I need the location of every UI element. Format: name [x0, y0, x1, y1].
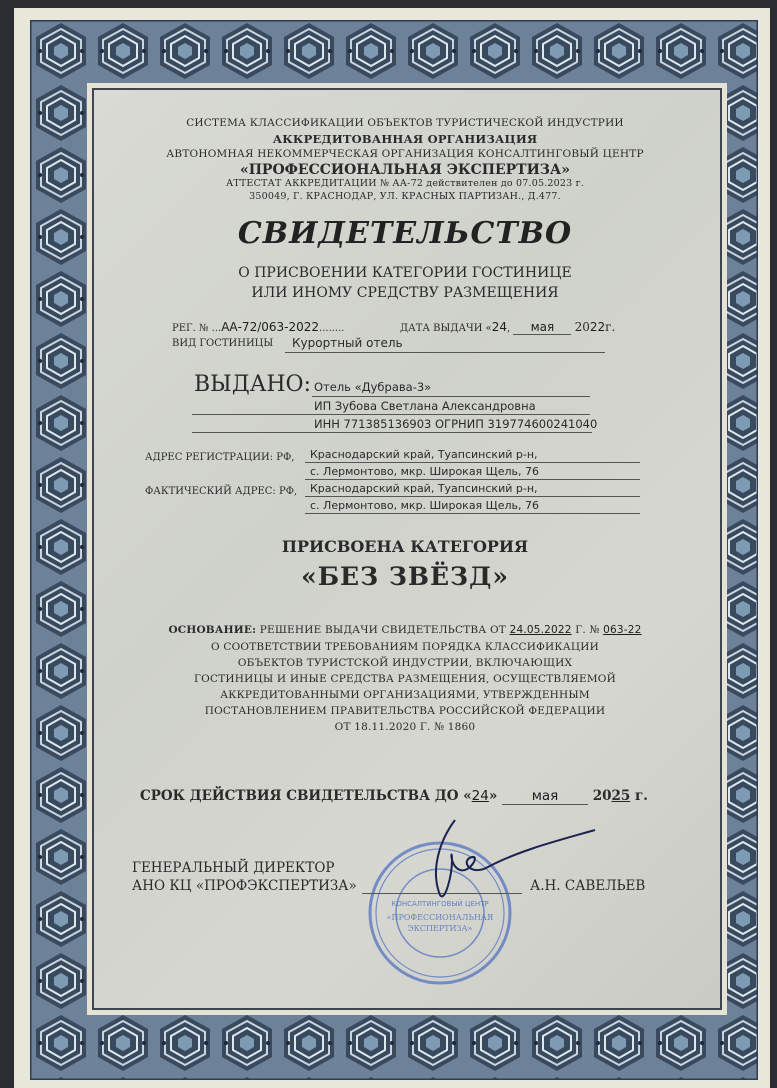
issued-to-label: ВЫДАНО:	[194, 372, 311, 397]
issue-date-year-prefix: 20	[574, 320, 590, 334]
header-attestat: АТТЕСТАТ АККРЕДИТАЦИИ № АА-72 действителен до 07.05.2023 г.	[225, 178, 585, 189]
basis-label: ОСНОВАНИЕ:	[168, 624, 257, 636]
basis-first-line	[92, 624, 718, 636]
reg-number-field	[172, 320, 344, 334]
validity-year: 25	[611, 788, 631, 804]
issue-date-field: ДАТА ВЫДАЧИ «24, мая 2022г.	[400, 320, 616, 334]
reg-number-label: РЕГ. № ...	[172, 323, 222, 334]
category-heading: ПРИСВОЕНА КАТЕГОРИЯ	[281, 537, 529, 556]
registration-address-line-2: с. Лермонтово, мкр. Широкая Щель, 76	[310, 465, 539, 478]
validity-suffix: г.	[635, 788, 648, 804]
validity-label: СРОК ДЕЙСТВИЯ СВИДЕТЕЛЬСТВА ДО «	[140, 788, 472, 804]
issued-to-line-3: ИНН 771385136903 ОГРНИП 319774600241040	[314, 417, 598, 431]
basis-number-label: Г. №	[575, 624, 600, 636]
reg-number-value: АА-72/063-2022	[221, 320, 320, 334]
basis-line: ГОСТИНИЦЫ И ИНЫЕ СРЕДСТВА РАЗМЕЩЕНИЯ, ОСУЩЕСТВЛЯЕМОЙ	[194, 673, 616, 685]
basis-line: ОБЪЕКТОВ ТУРИСТСКОЙ ИНДУСТРИИ, ВКЛЮЧАЮЩИХ	[237, 657, 573, 669]
basis-line: ПОСТАНОВЛЕНИЕМ ПРАВИТЕЛЬСТВА РОССИЙСКОЙ ФЕДЕРАЦИИ	[204, 705, 606, 717]
signature	[400, 815, 600, 905]
validity-day: 24	[471, 788, 489, 804]
header-organization: «ПРОФЕССИОНАЛЬНАЯ ЭКСПЕРТИЗА»	[239, 162, 571, 178]
hotel-type-label: ВИД ГОСТИНИЦЫ	[172, 338, 274, 349]
svg-text:ЭКСПЕРТИЗА»: ЭКСПЕРТИЗА»	[407, 924, 473, 933]
validity-month: мая	[502, 788, 588, 805]
header-line-3: АВТОНОМНАЯ НЕКОММЕРЧЕСКАЯ ОРГАНИЗАЦИЯ КОНСАЛТИНГОВЫЙ ЦЕНТР	[166, 148, 644, 160]
issue-date-day: 24	[491, 320, 508, 334]
header-line-2: АККРЕДИТОВАННАЯ ОРГАНИЗАЦИЯ	[272, 132, 538, 146]
category-value: «БЕЗ ЗВЁЗД»	[301, 562, 509, 591]
issued-to-line-1: Отель «Дубрава-3»	[314, 380, 432, 394]
validity-field	[140, 788, 648, 805]
issue-date-month: мая	[513, 320, 571, 335]
svg-text:«ПРОФЕССИОНАЛЬНАЯ: «ПРОФЕССИОНАЛЬНАЯ	[386, 913, 494, 922]
validity-year-prefix: 20	[592, 788, 612, 804]
signatory-title-2: АНО КЦ «ПРОФЭКСПЕРТИЗА»	[132, 878, 357, 894]
basis-number: 063-22	[603, 624, 642, 636]
header-line-1: СИСТЕМА КЛАССИФИКАЦИИ ОБЪЕКТОВ ТУРИСТИЧЕСКОЙ ИНДУСТРИИ	[186, 117, 624, 129]
certificate-subtitle-1: О ПРИСВОЕНИИ КАТЕГОРИИ ГОСТИНИЦЕ	[238, 265, 572, 281]
reg-dots: ........	[319, 323, 345, 334]
issued-to-line-2: ИП Зубова Светлана Александровна	[314, 399, 536, 413]
actual-address-line-2: с. Лермонтово, мкр. Широкая Щель, 76	[310, 499, 539, 512]
basis-decision: РЕШЕНИЕ ВЫДАЧИ СВИДЕТЕЛЬСТВА ОТ	[259, 624, 507, 636]
basis-date: 24.05.2022	[509, 624, 572, 636]
hotel-type-value: Курортный отель	[292, 336, 403, 350]
basis-line: О СООТВЕТСТВИИ ТРЕБОВАНИЯМ ПОРЯДКА КЛАССИФИКАЦИИ	[211, 641, 599, 653]
svg-text:КОНСАЛТИНГОВЫЙ ЦЕНТР: КОНСАЛТИНГОВЫЙ ЦЕНТР	[391, 900, 489, 908]
actual-address-line-1: Краснодарский край, Туапсинский р-н,	[310, 482, 538, 495]
issue-date-label: ДАТА ВЫДАЧИ «	[400, 323, 492, 334]
basis-line: ОТ 18.11.2020 Г. № 1860	[334, 721, 476, 733]
registration-address-line-1: Краснодарский край, Туапсинский р-н,	[310, 448, 538, 461]
certificate-subtitle-2: ИЛИ ИНОМУ СРЕДСТВУ РАЗМЕЩЕНИЯ	[251, 285, 559, 301]
certificate-title: СВИДЕТЕЛЬСТВО	[237, 216, 573, 251]
signatory-title-1: ГЕНЕРАЛЬНЫЙ ДИРЕКТОР	[132, 860, 335, 876]
header-address: 350049, Г. КРАСНОДАР, УЛ. КРАСНЫХ ПАРТИЗАН., Д.477.	[249, 191, 561, 202]
registration-address-label: АДРЕС РЕГИСТРАЦИИ: РФ,	[145, 452, 295, 463]
issue-date-suffix: г.	[605, 320, 616, 334]
signatory-name: А.Н. САВЕЛЬЕВ	[530, 878, 646, 894]
basis-line: АККРЕДИТОВАННЫМИ ОРГАНИЗАЦИЯМИ, УТВЕРЖДЕННЫМ	[220, 689, 590, 701]
validity-close: »	[488, 788, 498, 804]
issue-date-year: 22	[589, 320, 606, 334]
actual-address-label: ФАКТИЧЕСКИЙ АДРЕС: РФ,	[145, 486, 298, 497]
